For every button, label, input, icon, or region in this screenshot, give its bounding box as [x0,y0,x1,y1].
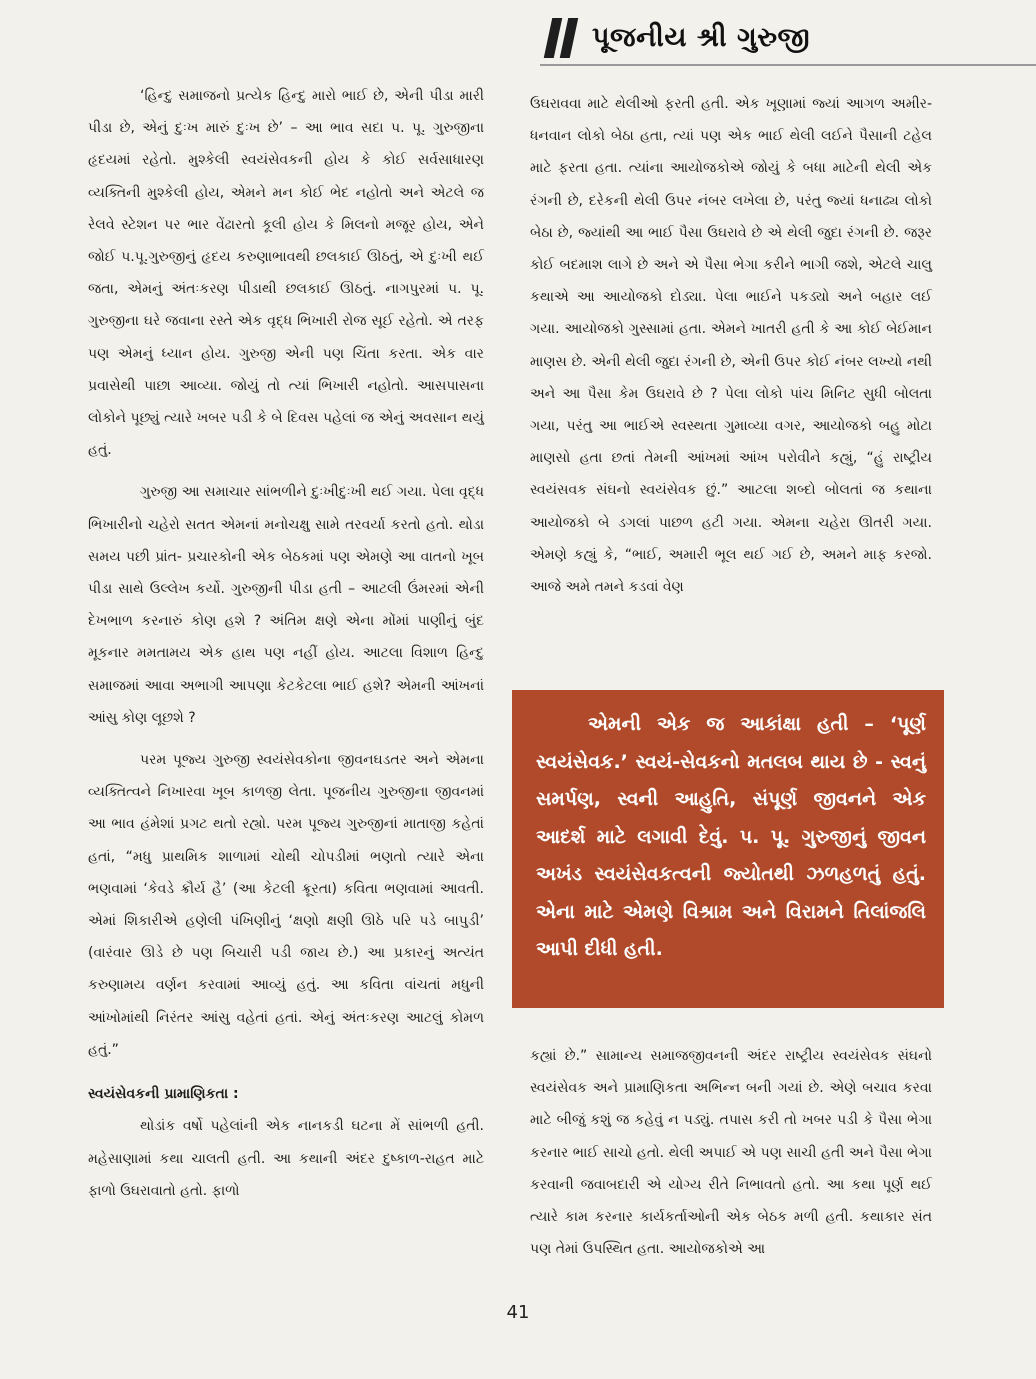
section-header [540,10,1036,66]
page-number: 41 [506,1302,530,1323]
pull-quote-text: એમની એક જ આકાંક્ષા હતી – ‘પૂર્ણ સ્વયંસેવક.’ સ્વયં-સેવકનો મતલબ થાય છે - સ્વનું સમર્પણ, સ્વની આહુતિ, સંપૂર્ણ જીવનને એક આદર્શ માટે લગાવી દેવું. પ. પૂ. ગુરુજીનું જીવન અખંડ સ્વયંસેવકત્વની જ્યોતથી ઝળહળતું હતું. એના માટે એમણે વિશ્રામ અને વિરામને તિલાંજલિ આપી દીધી હતી. [536,713,926,960]
paragraph: કહ્યાં છે.” સામાન્ય સમાજજીવનની અંદર રાષ્ટ્રીય સ્વયંસેવક સંઘનો સ્વયંસેવક અને પ્રામાણિકતા અભિન્ન બની ગયાં છે. એણે બચાવ કરવા માટે બીજું કશું જ કહેવું ન પડ્યું. તપાસ કરી તો ખબર પડી કે પૈસા ભેગા કરનાર ભાઈ સાચો હતો. થેલી અપાઈ એ પણ સાચી હતી અને પૈસા ભેગા કરવાની જવાબદારી એ યોગ્ય રીતે નિભાવતો હતો. આ કથા પૂર્ણ થઈ ત્યારે કામ કરનાર કાર્યકર્તાઓની એક બેઠક મળી હતી. કથાકાર સંત પણ તેમાં ઉપસ્થિત હતા. આયોજકોએ આ [530,1048,932,1258]
header-divider [540,64,1036,66]
left-column [88,80,484,1207]
right-column-top [530,88,932,603]
header-bar [544,18,563,58]
paragraph: થોડાંક વર્ષો પહેલાંની એક નાનકડી ઘટના મેં સાંભળી હતી. મહેસાણામાં કથા ચાલતી હતી. આ કથાની અંદર દુષ્કાળ-રાહત માટે ફાળો ઉઘરાવાતો હતો. ફાળો [88,1118,484,1199]
paragraph: ઉઘરાવવા માટે થેલીઓ ફરતી હતી. એક ખૂણામાં જ્યાં આગળ અમીર-ધનવાન લોકો બેઠા હતા, ત્યાં પણ એક ભાઈ થેલી લઈને પૈસાની ટહેલ માટે ફરતા હતા. ત્યાંના આયોજકોએ જોયું કે બધા માટેની થેલી એક રંગની છે, દરેકની થેલી ઉપર નંબર લખેલા છે, પરંતુ જ્યાં ધનાઢ્ય લોકો બેઠા છે, જ્યાંથી આ ભાઈ પૈસા ઉઘરાવે છે એ થેલી જુદા રંગની છે. જરૂર કોઈ બદમાશ લાગે છે અને એ પૈસા ભેગા કરીને ભાગી જશે, એટલે ચાલુ કથાએ આ આયોજકો દોડ્યા. પેલા ભાઈને પકડ્યો અને બહાર લઈ ગયા. આયોજકો ગુસ્સામાં હતા. એમને ખાતરી હતી કે આ કોઈ બેઈમાન માણસ છે. એની થેલી જુદા રંગની છે, એની ઉપર કોઈ નંબર લખ્યો નથી અને આ પૈસા કેમ ઉઘરાવે છે ? પેલા લોકો પાંચ મિનિટ સુધી બોલતા ગયા, પરંતુ આ ભાઈએ સ્વસ્થતા ગુમાવ્યા વગર, આયોજકો બહુ મોટા માણસો હતા છતાં તેમની આંખમાં આંખ પરોવીને કહ્યું, “હું રાષ્ટ્રીય સ્વયંસવક સંઘનો સ્વયંસેવક છું.” આટલા શબ્દો બોલતાં જ કથાના આયોજકો બે ડગલાં પાછળ હટી ગયા. એમના ચહેરા ઊતરી ગયા. એમણે કહ્યું કે, “ભાઈ, અમારી ભૂલ થઈ ગઈ છે, અમને માફ કરજો. આજે અમે તમને કડવાં વેણ [530,96,932,596]
right-column-bottom [530,1040,932,1265]
section-title: પૂજનીય શ્રી ગુરુજી [592,22,811,53]
pull-quote-box [512,690,944,1008]
paragraph: ગુરુજી આ સમાચાર સાંભળીને દુઃખીદુઃખી થઈ ગયા. પેલા વૃદ્ધ ભિખારીનો ચહેરો સતત એમનાં મનોચક્ષુ સામે તરવર્યા કરતો હતો. થોડા સમય પછી પ્રાંત- પ્રચારકોની એક બેઠકમાં પણ એમણે આ વાતનો ખૂબ પીડા સાથે ઉલ્લેખ કર્યો. ગુરુજીની પીડા હતી – આટલી ઉંમરમાં એની દેખભાળ કરનારું કોણ હશે ? અંતિમ ક્ષણે એના મોંમાં પાણીનું બુંદ મૂકનાર મમતામય એક હાથ પણ નહીં હોય. આટલા વિશાળ હિન્દુ સમાજમાં આવા અભાગી આપણા કેટકેટલા ભાઈ હશે? એમની આંખનાં આંસુ કોણ લૂછશે ? [88,484,484,726]
paragraph: પરમ પૂજ્ય ગુરુજી સ્વયંસેવકોના જીવનઘડતર અને એમના વ્યક્તિત્વને નિખારવા ખૂબ કાળજી લેતા. પૂજનીય ગુરુજીના જીવનમાં આ ભાવ હંમેશાં પ્રગટ થતો રહ્યો. પરમ પૂજ્ય ગુરુજીનાં માતાજી કહેતાં હતાં, “મધુ પ્રાથમિક શાળામાં ચોથી ચોપડીમાં ભણતો ત્યારે એના ભણવામાં ‘કેવડે ક્રૌર્ય હૈ’ (આ કેટલી ક્રૂરતા) કવિતા ભણવામાં આવતી. એમાં શિકારીએ હણેલી પંખિણીનું ‘ક્ષણો ક્ષણી ઊઠે પરિ પડે બાપુડી’ (વારંવાર ઊડે છે પણ બિચારી પડી જાય છે.) આ પ્રકારનું અત્યંત કરુણામય વર્ણન કરવામાં આવ્યું હતું. આ કવિતા વાંચતાં મધુની આંખોમાંથી નિરંતર આંસુ વહેતાં હતાં. એનું અંતઃકરણ આટલું કોમળ હતું.” [88,752,484,1058]
header-bar [560,18,579,58]
header-bars-decoration [548,18,574,58]
paragraph: ‘હિન્દુ સમાજનો પ્રત્યેક હિન્દુ મારો ભાઈ છે, એની પીડા મારી પીડા છે, એનું દુઃખ મારું દુઃખ છે’ – આ ભાવ સદા પ. પૂ. ગુરુજીના હૃદયમાં રહેતો. મુશ્કેલી સ્વયંસેવકની હોય કે કોઈ સર્વસાધારણ વ્યક્તિની મુશ્કેલી હોય, એમને મન કોઈ ભેદ નહોતો અને એટલે જ રેલવે સ્ટેશન પર ભાર વેંઢારતો કૂલી હોય કે મિલનો મજૂર હોય, એને જોઈ પ.પૂ.ગુરુજીનું હૃદય કરુણાભાવથી છલકાઈ ઊઠતું, એ દુઃખી થઈ જતા, એમનું અંતઃકરણ પીડાથી છલકાઈ ઊઠતું. નાગપુરમાં પ. પૂ. ગુરુજીના ઘરે જવાના રસ્તે એક વૃદ્ધ ભિખારી રોજ સૂઈ રહેતો. એ તરફ પણ એમનું ધ્યાન હોય. ગુરુજી એની પણ ચિંતા કરતા. એક વાર પ્રવાસેથી પાછા આવ્યા. જોયું તો ત્યાં ભિખારી નહોતો. આસપાસના લોકોને પૂછ્યું ત્યારે ખબર પડી કે બે દિવસ પહેલાં જ એનું અવસાન થયું હતું. [88,88,484,459]
subheading: સ્વયંસેવકની પ્રામાણિકતા : [88,1086,239,1103]
